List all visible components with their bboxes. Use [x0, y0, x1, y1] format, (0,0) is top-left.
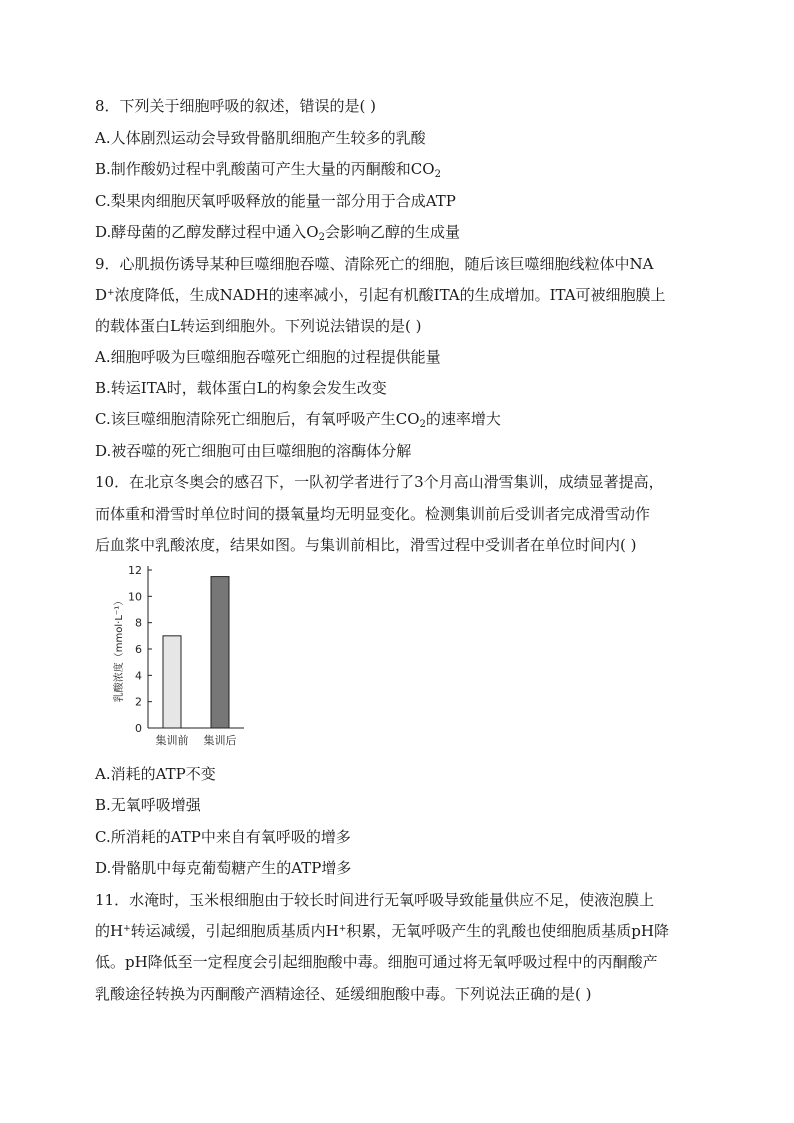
q10-stem-line2: 而体重和滑雪时单位时间的摄氧量均无明显变化。检测集训前后受训者完成滑雪动作	[95, 505, 651, 523]
y-tick-label: 0	[135, 722, 142, 735]
q10-option-d: D.骨骼肌中每克葡萄糖产生的ATP增多	[95, 859, 352, 877]
q10-option-c: C.所消耗的ATP中来自有氧呼吸的增多	[95, 828, 351, 846]
q8-stem: 8．下列关于细胞呼吸的叙述，错误的是( )	[95, 97, 377, 115]
q11-stem-line3: 低。pH降低至一定程度会引起细胞酸中毒。细胞可通过将无氧呼吸过程中的丙酮酸产	[95, 953, 658, 971]
q11-stem-line4: 乳酸途径转换为丙酮酸产酒精途径、延缓细胞酸中毒。下列说法正确的是( )	[95, 985, 592, 1003]
y-tick-label: 4	[135, 669, 142, 683]
q8-option-b: B.制作酸奶过程中乳酸菌可产生大量的丙酮酸和$CO_2$	[95, 160, 441, 180]
x-category-label: 集训后	[203, 734, 237, 747]
q11-stem-line1: 11．水淹时，玉米根细胞由于较长时间进行无氧呼吸导致能量供应不足，使液泡膜上	[95, 891, 655, 909]
y-axis-label: 乳酸浓度（mmol·L⁻¹）	[114, 595, 125, 703]
q8-option-a: A.人体剧烈运动会导致骨骼肌细胞产生较多的乳酸	[95, 129, 426, 147]
y-tick-label: 10	[128, 590, 142, 604]
y-tick-label: 12	[128, 564, 142, 577]
x-category-label: 集训前	[155, 734, 189, 747]
q9-option-d: D.被吞噬的死亡细胞可由巨噬细胞的溶酶体分解	[95, 442, 412, 460]
q9-option-a: A.细胞呼吸为巨噬细胞吞噬死亡细胞的过程提供能量	[95, 348, 441, 366]
q9-stem-line2: D+浓度降低，生成NADH的速率减小，引起有机酸ITA的生成增加。ITA可被细胞膜上	[95, 286, 666, 304]
q10-option-a: A.消耗的ATP不变	[95, 765, 216, 783]
y-tick-label: 2	[135, 695, 142, 709]
bar-before-training	[163, 636, 181, 728]
q10-stem-line3: 后血浆中乳酸浓度，结果如图。与集训前相比，滑雪过程中受训者在单位时间内( )	[95, 536, 637, 554]
q10-option-b: B.无氧呼吸增强	[95, 796, 201, 814]
q10-stem-line1: 10．在北京冬奥会的感召下，一队初学者进行了3个月高山滑雪集训，成绩显著提高，	[95, 473, 664, 491]
q9-option-c: C.该巨噬细胞清除死亡细胞后，有氧呼吸产生$CO_2$的速率增大	[95, 410, 501, 430]
q9-stem-line3: 的载体蛋白L转运到细胞外。下列说法错误的是( )	[95, 317, 422, 335]
y-tick-label: 8	[135, 616, 142, 630]
q11-stem-line2: 的H+转运减缓，引起细胞质基质内H+积累，无氧呼吸产生的乳酸也使细胞质基质pH降	[95, 922, 669, 940]
lactate-bar-chart	[108, 558, 248, 758]
q8-option-d: D.酵母菌的乙醇发酵过程中通入$O_2$会影响乙醇的生成量	[95, 223, 460, 243]
q9-option-b: B.转运ITA时，载体蛋白L的构象会发生改变	[95, 379, 387, 397]
bar-after-training	[211, 577, 229, 728]
y-tick-label: 6	[135, 643, 142, 656]
q9-stem-line1: 9．心肌损伤诱导某种巨噬细胞吞噬、清除死亡的细胞，随后该巨噬细胞线粒体中NA	[95, 255, 654, 273]
q8-option-c: C.梨果肉细胞厌氧呼吸释放的能量一部分用于合成ATP	[95, 192, 456, 210]
